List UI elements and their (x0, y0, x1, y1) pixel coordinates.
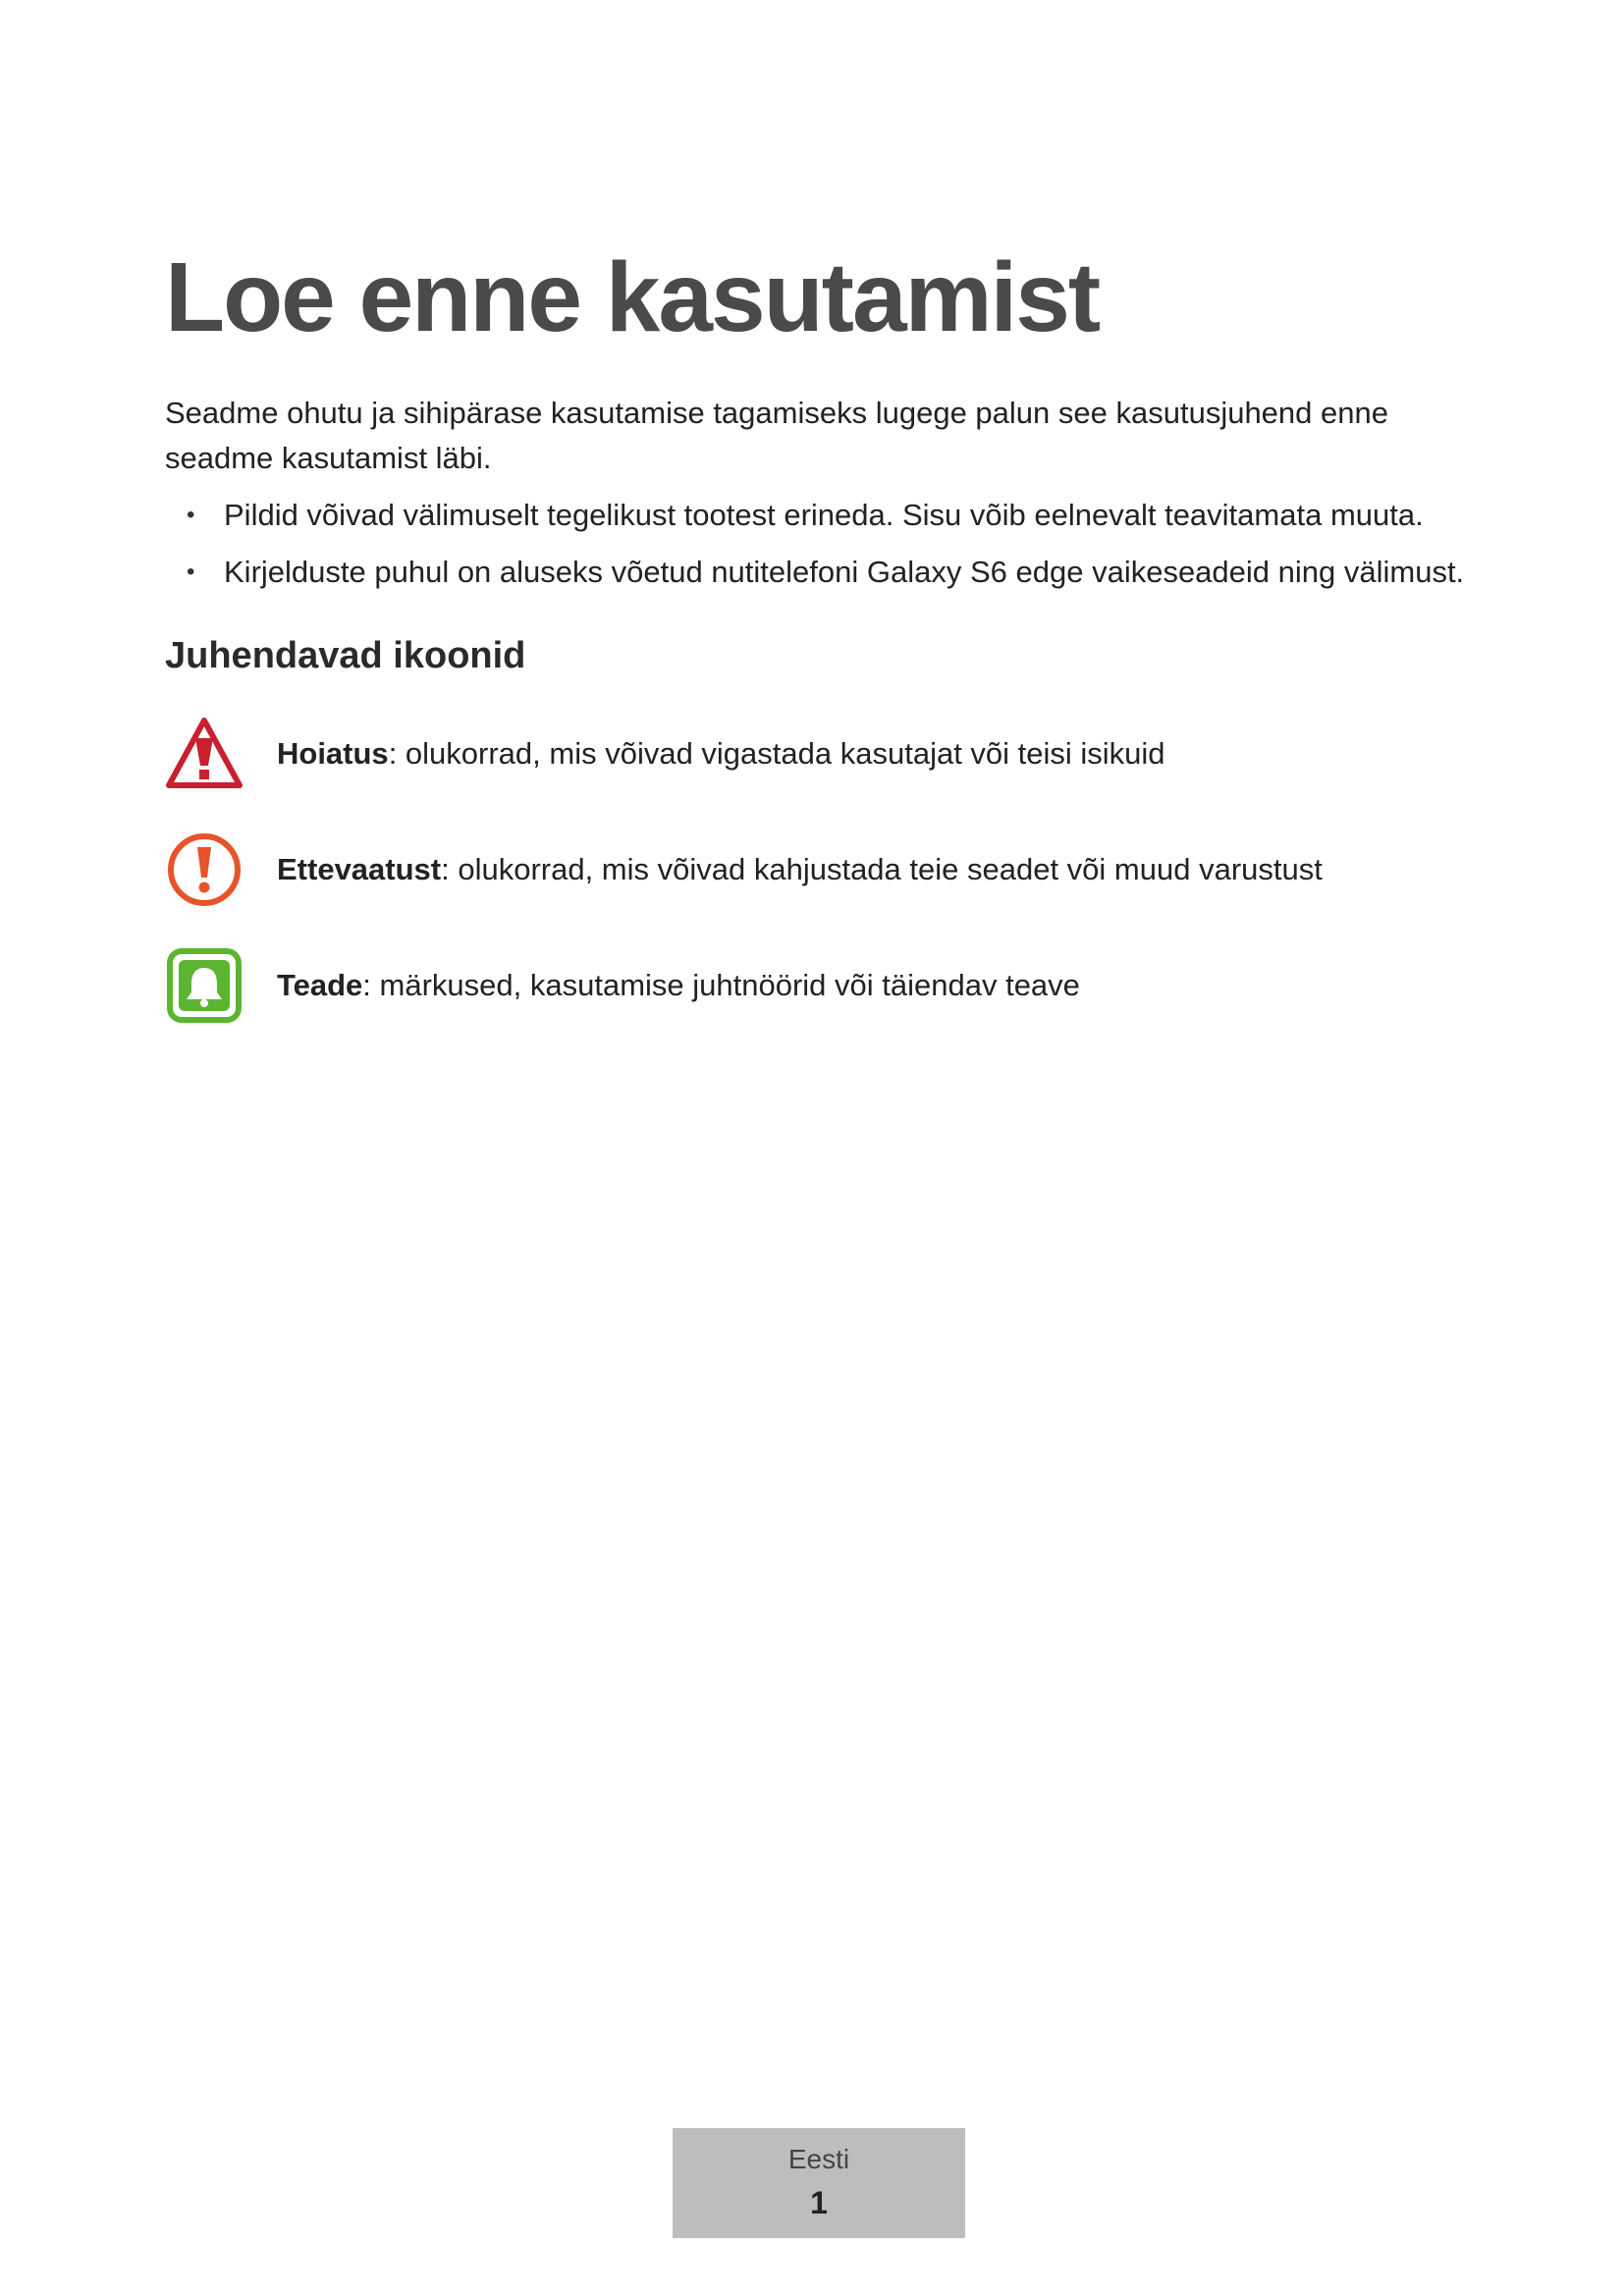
page-footer (673, 2128, 965, 2238)
icon-term: Hoiatus (277, 736, 389, 771)
page-number: 1 (810, 2185, 828, 2220)
bullet-dot-icon: • (187, 559, 195, 585)
icon-description (277, 847, 1323, 892)
icon-description (277, 731, 1165, 776)
notice-bell-icon (165, 946, 244, 1025)
bullet-text: Kirjelduste puhul on aluseks võetud nutitelefoni Galaxy S6 edge vaikeseadeid ning välimust. (224, 555, 1465, 589)
icon-text: : olukorrad, mis võivad vigastada kasutajat või teisi isikuid (388, 736, 1165, 771)
bullet-item (165, 493, 1481, 538)
icon-row-warning (165, 715, 1481, 793)
icon-term: Ettevaatust (277, 852, 442, 886)
icon-row-notice (165, 946, 1481, 1025)
icon-row-caution (165, 830, 1481, 909)
icon-description (277, 963, 1080, 1008)
bullet-text: Pildid võivad välimuselt tegelikust tootest erineda. Sisu võib eelnevalt teavitamata muuta. (224, 498, 1424, 532)
caution-circle-icon (165, 830, 244, 909)
bullet-item (165, 550, 1481, 595)
footer-language: Eesti (787, 2144, 850, 2174)
icon-term: Teade (277, 968, 363, 1002)
bullet-dot-icon: • (187, 502, 195, 528)
bullet-list (165, 493, 1481, 607)
intro-paragraph: Seadme ohutu ja sihipärase kasutamise tagamiseks lugege palun see kasutusjuhend enne seadme kasutamist läbi. (165, 396, 1388, 475)
icon-text: : märkused, kasutamise juhtnöörid või täiendav teave (362, 968, 1080, 1002)
section-heading: Juhendavad ikoonid (165, 635, 526, 676)
icon-text: : olukorrad, mis võivad kahjustada teie seadet või muud varustust (441, 852, 1323, 886)
page-title: Loe enne kasutamist (165, 242, 1100, 352)
warning-triangle-icon (165, 715, 244, 793)
